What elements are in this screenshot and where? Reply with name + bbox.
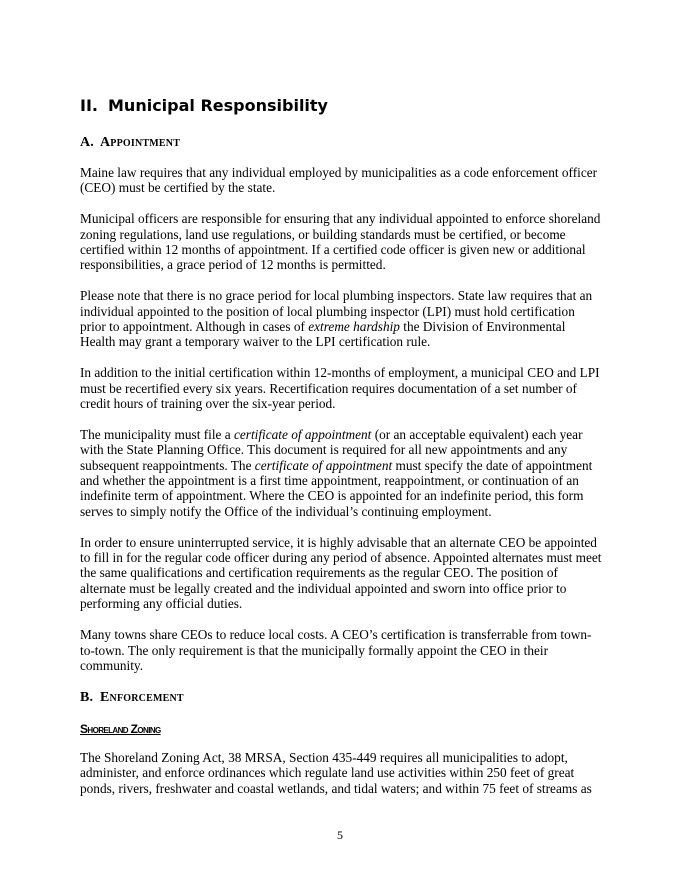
subsection-title: Enforcement xyxy=(100,689,184,705)
paragraph xyxy=(80,365,602,411)
subsection-number: A. xyxy=(80,135,95,150)
paragraph xyxy=(80,535,602,612)
subsection-title: Appointment xyxy=(100,135,181,150)
document-page xyxy=(80,95,602,811)
paragraph-text: the Division of Environmental Health may grant a temporary waiver to the LPI certification rule. xyxy=(80,319,566,350)
subsubsection-heading-shoreland-zoning: Shoreland Zoning xyxy=(80,721,161,736)
paragraph-text: (or an acceptable equivalent) each year with the State Planning Office. This document is required for all new appointments and any subsequent reappointments. The xyxy=(80,426,583,473)
paragraph-text: Please note that there is no grace period for local plumbing inspectors. State law requires that an individual appointed to the position of local plumbing inspector (LPI) must hold certification prior to appointment. Although in cases of xyxy=(80,288,593,335)
paragraph xyxy=(80,165,602,196)
paragraph: The Shoreland Zoning Act, 38 MRSA, Section 435-449 requires all municipalities to adopt, administer, and enforce ordinances which regulate land use activities within 250 feet of great ponds, rivers, freshwater and coastal wetlands, and tidal waters; and within 75 feet of streams as xyxy=(80,749,592,796)
emphasis-text: extreme hardship xyxy=(308,319,400,335)
paragraph-text: The municipality must file a xyxy=(80,426,234,442)
subsection-number: B. xyxy=(80,689,94,705)
section-heading xyxy=(80,95,602,117)
paragraph-text: Municipal officers are responsible for ensuring that any individual appointed to enforce shoreland zoning regulations, land use regulations, or building standards must be certified, or become certified within 12 months of appointment. If a certified code officer is given new or additional responsibilities, a grace period of 12 months is permitted. xyxy=(80,211,601,273)
paragraph xyxy=(80,427,602,519)
paragraph-text: In addition to the initial certification within 12-months of employment, a municipal CEO and LPI must be recertified every six years. Recertification requires documentation of a set number of credit hours of training over the six-year period. xyxy=(80,365,600,412)
emphasis-text: certificate of appointment xyxy=(234,426,372,442)
paragraph-text: Many towns share CEOs to reduce local costs. A CEO’s certification is transferrable from town-to-town. The only requirement is that the municipally formally appoint the CEO in their community. xyxy=(80,627,592,673)
section-title: Municipal Responsibility xyxy=(108,96,328,115)
emphasis-text: certificate of appointment xyxy=(254,457,393,473)
paragraph-text: must specify the date of appointment and whether the appointment is a first time appointment, reappointment, or continuation of an indefinite term of appointment. Where the CEO is appointed for an indefinite period, this form serves to simply notify the Office of the individual’s continuing employment. xyxy=(80,457,593,519)
paragraph-text: Maine law requires that any individual employed by municipalities as a code enforcement officer (CEO) must be certified by the state. xyxy=(80,165,598,196)
appointment-body xyxy=(80,165,602,673)
subsection-heading-appointment xyxy=(80,134,602,152)
subsection-heading-enforcement xyxy=(80,689,602,707)
page-number: 5 xyxy=(337,828,343,842)
paragraph xyxy=(80,627,602,673)
paragraph-text: In order to ensure uninterrupted service, it is highly advisable that an alternate CEO be appointed to fill in for the regular code officer during any period of absence. Appointed alternates must meet the same qualifications and certification requirements as the regular CEO. The position of alternate must be legally created and the individual appointed and sworn into office prior to performing any official duties. xyxy=(80,534,602,612)
paragraph xyxy=(80,288,602,350)
paragraph xyxy=(80,211,602,273)
section-number: II. xyxy=(80,96,98,115)
